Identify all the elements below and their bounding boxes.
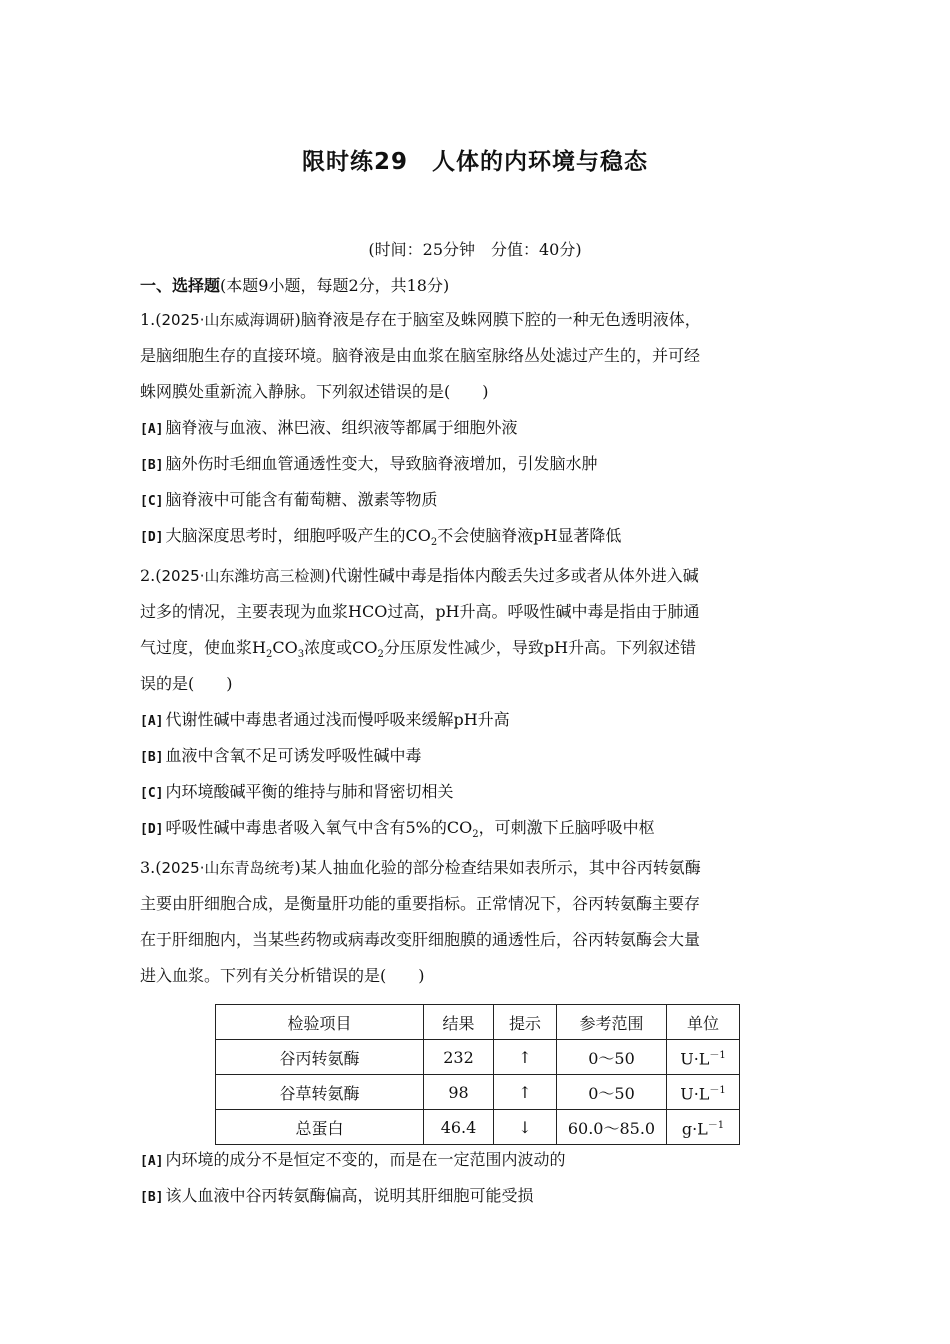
question-text-line bbox=[140, 558, 812, 594]
time-score-info: (时间：25分钟 分值：40分) bbox=[368, 240, 582, 259]
option-b[interactable] bbox=[140, 738, 812, 774]
option-d[interactable] bbox=[140, 518, 812, 554]
table-cell bbox=[667, 1075, 740, 1110]
table-header: 参考范围 bbox=[557, 1005, 667, 1040]
option-text: 代谢性碱中毒患者通过浅而慢呼吸来缓解pH升高 bbox=[165, 710, 510, 729]
table-cell: ↓ bbox=[494, 1110, 557, 1145]
lab-results-table bbox=[215, 1004, 740, 1145]
question-source: 2025·山东青岛统考 bbox=[161, 859, 295, 877]
option-text: 脑脊液中可能含有葡萄糖、激素等物质 bbox=[165, 490, 438, 509]
table-cell: 60.0～85.0 bbox=[557, 1110, 667, 1145]
table-header: 单位 bbox=[667, 1005, 740, 1040]
option-tag: [A] bbox=[140, 422, 164, 437]
table-cell: 0～50 bbox=[557, 1040, 667, 1075]
question-text: )代谢性碱中毒是指体内酸丢失过多或者从体外进入碱 bbox=[324, 566, 699, 585]
option-text: 不会使脑脊液pH显著降低 bbox=[437, 526, 622, 545]
question-text-line bbox=[140, 630, 812, 666]
question-text-line: 主要由肝细胞合成，是衡量肝功能的重要指标。正常情况下，谷丙转氨酶主要存 bbox=[140, 894, 701, 913]
table-row bbox=[216, 1110, 740, 1145]
table-cell: 谷丙转氨酶 bbox=[216, 1040, 424, 1075]
table-cell: 谷草转氨酶 bbox=[216, 1075, 424, 1110]
option-text: 大脑深度思考时，细胞呼吸产生的CO bbox=[165, 526, 431, 545]
option-text: 脑脊液与血液、淋巴液、组织液等都属于细胞外液 bbox=[165, 418, 518, 437]
question-text: )脑脊液是存在于脑室及蛛网膜下腔的一种无色透明液体， bbox=[294, 310, 701, 329]
question-text-line: 是脑细胞生存的直接环境。脑脊液是由血浆在脑室脉络丛处滤过产生的，并可经 bbox=[140, 346, 701, 365]
option-text: 该人血液中谷丙转氨酶偏高，说明其肝细胞可能受损 bbox=[165, 1186, 534, 1205]
question-number: 1.( bbox=[140, 310, 162, 329]
option-text: 呼吸性碱中毒患者吸入氧气中含有5%的CO bbox=[165, 818, 473, 837]
subscript: 2 bbox=[430, 537, 438, 549]
question-text: 浓度或CO bbox=[304, 638, 378, 657]
question-source: 2025·山东威海调研 bbox=[161, 311, 295, 329]
option-tag: [D] bbox=[140, 822, 164, 837]
table-cell: ↑ bbox=[494, 1075, 557, 1110]
table-row bbox=[216, 1075, 740, 1110]
option-tag: [B] bbox=[140, 458, 164, 473]
section-heading bbox=[140, 273, 449, 296]
table-header: 检验项目 bbox=[216, 1005, 424, 1040]
option-a[interactable] bbox=[140, 702, 812, 738]
option-a[interactable] bbox=[140, 410, 812, 446]
option-c[interactable] bbox=[140, 774, 812, 810]
question-text-line: 蛛网膜处重新流入静脉。下列叙述错误的是( ) bbox=[140, 382, 489, 401]
question-text-line bbox=[140, 850, 812, 886]
question-text-line bbox=[140, 302, 812, 338]
question-text: )某人抽血化验的部分检查结果如表所示，其中谷丙转氨酶 bbox=[294, 858, 701, 877]
unit-text: g·L bbox=[681, 1119, 708, 1139]
table-cell bbox=[667, 1040, 740, 1075]
question-2 bbox=[140, 558, 812, 846]
table-header: 结果 bbox=[424, 1005, 494, 1040]
option-text: ，可刺激下丘脑呼吸中枢 bbox=[478, 818, 655, 837]
subscript: 2 bbox=[265, 649, 273, 661]
superscript: －1 bbox=[709, 1084, 726, 1096]
table-cell: 98 bbox=[424, 1075, 494, 1110]
table-row bbox=[216, 1040, 740, 1075]
option-tag: [C] bbox=[140, 494, 164, 509]
option-tag: [B] bbox=[140, 1190, 164, 1205]
question-number: 2.( bbox=[140, 566, 162, 585]
option-text: 脑外伤时毛细血管通透性变大，导致脑脊液增加，引发脑水肿 bbox=[165, 454, 598, 473]
option-b[interactable] bbox=[140, 1178, 812, 1214]
option-d[interactable] bbox=[140, 810, 812, 846]
option-text: 血液中含氧不足可诱发呼吸性碱中毒 bbox=[165, 746, 422, 765]
table-cell bbox=[667, 1110, 740, 1145]
question-number: 3.( bbox=[140, 858, 162, 877]
question-text-line: 在于肝细胞内，当某些药物或病毒改变肝细胞膜的通透性后，谷丙转氨酶会大量 bbox=[140, 930, 701, 949]
question-text-line: 进入血浆。下列有关分析错误的是( ) bbox=[140, 966, 425, 985]
table-cell: ↑ bbox=[494, 1040, 557, 1075]
unit-text: U·L bbox=[680, 1084, 710, 1104]
option-tag: [D] bbox=[140, 530, 164, 545]
section-title: 一、选择题 bbox=[140, 276, 221, 295]
superscript: －1 bbox=[709, 1049, 726, 1061]
question-text-line: 误的是( ) bbox=[140, 674, 233, 693]
superscript: －1 bbox=[707, 1119, 725, 1131]
page-title: 限时练29 人体的内环境与稳态 bbox=[301, 149, 648, 175]
option-tag: [B] bbox=[140, 750, 164, 765]
question-text: 分压原发性减少，导致pH升高。下列叙述错 bbox=[383, 638, 697, 657]
table-cell: 总蛋白 bbox=[216, 1110, 424, 1145]
table-cell: 232 bbox=[424, 1040, 494, 1075]
question-source: 2025·山东潍坊高三检测 bbox=[161, 567, 325, 585]
question-text: 气过度，使血浆H bbox=[140, 638, 266, 657]
subscript: 3 bbox=[297, 649, 305, 661]
table-cell: 46.4 bbox=[424, 1110, 494, 1145]
table-cell: 0～50 bbox=[557, 1075, 667, 1110]
option-c[interactable] bbox=[140, 482, 812, 518]
unit-text: U·L bbox=[680, 1049, 710, 1069]
option-tag: [A] bbox=[140, 714, 164, 729]
question-3 bbox=[140, 850, 812, 994]
question-text-line: 过多的情况，主要表现为血浆HCO过高，pH升高。呼吸性碱中毒是指由于肺通 bbox=[140, 602, 700, 621]
section-note: (本题9小题，每题2分，共18分) bbox=[220, 276, 450, 295]
option-b[interactable] bbox=[140, 446, 812, 482]
option-tag: [C] bbox=[140, 786, 164, 801]
subscript: 2 bbox=[377, 649, 384, 661]
subscript: 2 bbox=[472, 829, 479, 841]
option-tag: [A] bbox=[140, 1154, 164, 1169]
question-3-options bbox=[140, 1142, 812, 1214]
option-a[interactable] bbox=[140, 1142, 812, 1178]
option-text: 内环境酸碱平衡的维持与肺和肾密切相关 bbox=[165, 782, 454, 801]
option-text: 内环境的成分不是恒定不变的，而是在一定范围内波动的 bbox=[165, 1150, 566, 1169]
table-header-row bbox=[216, 1005, 740, 1040]
question-text: CO bbox=[272, 638, 298, 657]
question-1 bbox=[140, 302, 812, 554]
table-header: 提示 bbox=[494, 1005, 557, 1040]
